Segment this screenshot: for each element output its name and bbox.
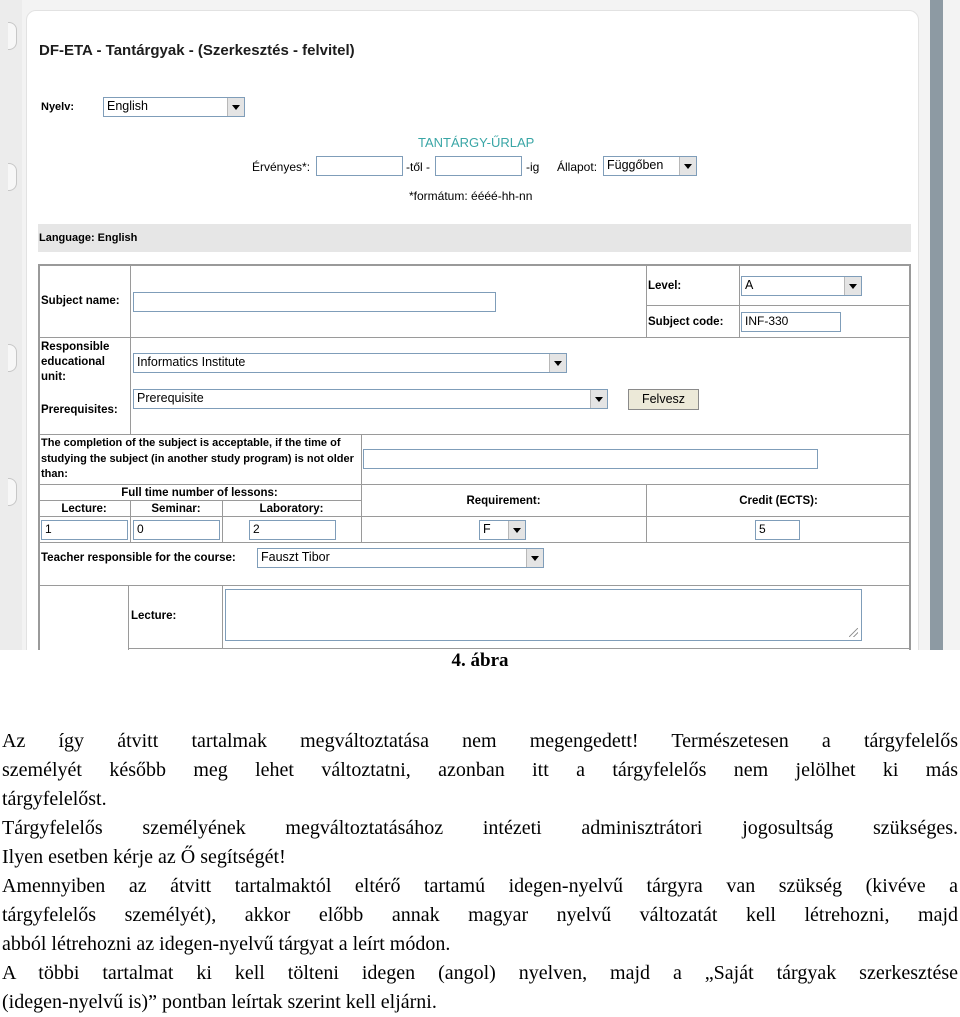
responsible-unit-label: Responsible educational unit: bbox=[41, 341, 110, 383]
grid-line bbox=[38, 585, 911, 586]
teacher-label: Teacher responsible for the course: bbox=[41, 552, 236, 564]
form-heading: TANTÁRGY-ŰRLAP bbox=[418, 135, 535, 150]
laboratory-hours-input[interactable]: 2 bbox=[249, 520, 336, 540]
figure-caption: 4. ábra bbox=[451, 650, 509, 671]
grid-line bbox=[646, 264, 647, 337]
paragraph-line: (idegen-nyelvű is)” pontban leírtak szerint kell eljárni. bbox=[2, 991, 437, 1013]
paragraph-line: abból létrehozni az idegen-nyelvű tárgyat a leírt módon. bbox=[2, 933, 451, 955]
lessons-label: Full time number of lessons: bbox=[121, 487, 278, 499]
status-label: Állapot: bbox=[557, 160, 598, 174]
paragraph-line: tárgyfelelőst. bbox=[2, 788, 107, 810]
seminar-hours-input[interactable]: 0 bbox=[133, 520, 220, 540]
teacher-select-value: Fauszt Tibor bbox=[261, 550, 330, 564]
paragraph bbox=[2, 872, 958, 959]
frame-notch bbox=[8, 478, 17, 506]
resize-handle-icon[interactable] bbox=[849, 628, 858, 637]
chevron-down-icon bbox=[227, 98, 244, 116]
lecture-hours-input[interactable]: 1 bbox=[41, 520, 128, 540]
teacher-select[interactable] bbox=[257, 548, 544, 568]
subject-code-input[interactable]: INF-330 bbox=[741, 312, 841, 332]
add-prerequisite-button[interactable]: Felvesz bbox=[628, 389, 699, 410]
grid-line bbox=[361, 484, 911, 485]
lecture-textarea[interactable] bbox=[225, 589, 862, 641]
credit-label: Credit (ECTS): bbox=[739, 495, 818, 507]
chevron-down-icon bbox=[844, 277, 861, 295]
grid-line bbox=[646, 484, 647, 542]
nyelv-label: Nyelv: bbox=[41, 101, 75, 113]
chevron-down-icon bbox=[679, 157, 696, 175]
completion-input[interactable] bbox=[363, 449, 818, 469]
chevron-down-icon bbox=[526, 549, 543, 567]
seminar-col-label: Seminar: bbox=[151, 503, 201, 515]
frame-notch bbox=[8, 344, 17, 372]
level-select[interactable] bbox=[741, 276, 862, 296]
grid-line bbox=[739, 264, 740, 337]
grid-line bbox=[128, 585, 129, 650]
requirement-label: Requirement: bbox=[466, 495, 541, 507]
subject-name-input[interactable] bbox=[133, 292, 496, 312]
language-bar-label: Language: English bbox=[39, 232, 138, 244]
grid-line bbox=[38, 434, 911, 435]
nyelv-select[interactable] bbox=[103, 97, 245, 117]
responsible-unit-select[interactable] bbox=[133, 353, 567, 373]
grid-line bbox=[222, 585, 223, 648]
level-select-value: A bbox=[745, 278, 754, 292]
grid-line bbox=[38, 542, 911, 543]
valid-from-input[interactable] bbox=[316, 156, 403, 176]
status-select[interactable] bbox=[603, 156, 697, 176]
paragraph-line: tárgyfelelős személyét), akkor előbb annak magyar nyelvű változatát kell létrehozni, majd bbox=[2, 904, 958, 926]
responsible-unit-select-value: Informatics Institute bbox=[137, 355, 246, 369]
subject-code-label: Subject code: bbox=[648, 316, 724, 328]
grid-line bbox=[646, 305, 911, 306]
lecture-col-label: Lecture: bbox=[61, 503, 107, 515]
grid-line bbox=[128, 648, 911, 649]
valid-label: Érvényes*: bbox=[252, 160, 311, 174]
chevron-down-icon bbox=[549, 354, 566, 372]
credit-input[interactable]: 5 bbox=[755, 520, 800, 540]
paragraph bbox=[2, 727, 958, 814]
paragraph-line: Amennyiben az átvitt tartalmaktól eltérő tartamú idegen-nyelvű tárgyra van szükség (kivéve a bbox=[2, 875, 958, 897]
grid-line bbox=[361, 434, 362, 542]
subject-name-label: Subject name: bbox=[41, 295, 120, 307]
chevron-down-icon bbox=[590, 390, 607, 408]
prerequisites-label: Prerequisites: bbox=[41, 404, 118, 416]
from-label: -től - bbox=[406, 160, 430, 174]
paragraph-line: Az így átvitt tartalmak megváltoztatása nem megengedett! Természetesen a tárgyfelelős bbox=[2, 730, 958, 752]
level-label: Level: bbox=[648, 280, 682, 292]
requirement-select-value: F bbox=[483, 522, 491, 536]
paragraph-line: A többi tartalmat ki kell tölteni idegen (angol) nyelven, majd a „Saját tárgyak szerkesztése bbox=[2, 962, 958, 984]
nyelv-select-value: English bbox=[107, 99, 148, 113]
status-select-value: Függőben bbox=[607, 158, 664, 172]
valid-to-input[interactable] bbox=[435, 156, 522, 176]
requirement-select[interactable] bbox=[479, 520, 526, 540]
paragraph bbox=[2, 959, 958, 1017]
language-bar bbox=[38, 224, 911, 252]
paragraph-line: Ilyen esetben kérje az Ő segítségét! bbox=[2, 846, 286, 868]
completion-label: The completion of the subject is acceptable, if the time of studying the subject (in another study program) is not older than: bbox=[41, 437, 354, 480]
prerequisites-select[interactable] bbox=[133, 389, 608, 409]
window-scrollbar[interactable] bbox=[930, 0, 943, 650]
paragraph-line: személyét később meg lehet változtatni, azonban itt a tárgyfelelős nem jelölhet ki más bbox=[2, 759, 958, 781]
frame-notch bbox=[8, 163, 17, 191]
prerequisites-select-value: Prerequisite bbox=[137, 391, 204, 405]
left-frame-edge bbox=[0, 0, 22, 650]
paragraph-line: Tárgyfelelős személyének megváltoztatásához intézeti adminisztrátori jogosultság szükséges. bbox=[2, 817, 958, 839]
page-title: DF-ETA - Tantárgyak - (Szerkesztés - felvitel) bbox=[39, 42, 355, 59]
paragraph bbox=[2, 814, 958, 872]
frame-notch bbox=[8, 22, 17, 50]
laboratory-col-label: Laboratory: bbox=[259, 503, 324, 515]
chevron-down-icon bbox=[508, 521, 525, 539]
format-note: *formátum: éééé-hh-nn bbox=[409, 189, 533, 203]
grid-line bbox=[38, 337, 911, 338]
to-label: -ig bbox=[526, 160, 540, 174]
lecture-text-label: Lecture: bbox=[131, 610, 177, 622]
grid-line bbox=[130, 264, 131, 434]
grid-line bbox=[38, 484, 361, 485]
